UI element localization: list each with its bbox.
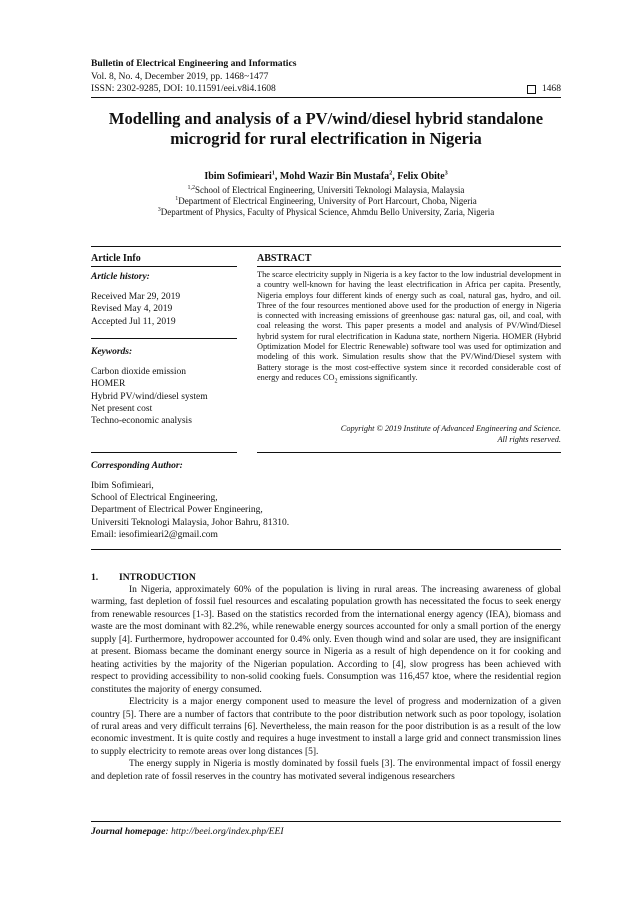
affiliation-sup: 1,2 — [187, 185, 196, 191]
abstract-heading: ABSTRACT — [257, 253, 312, 264]
section-heading-introduction — [91, 572, 196, 583]
info-left-rule — [91, 266, 237, 267]
keywords-heading: Keywords: — [91, 347, 133, 357]
author-name: Ibim Sofimieari — [204, 171, 272, 182]
abstract-subscript: 2 — [334, 378, 338, 385]
paragraph: The energy supply in Nigeria is mostly dominated by fossil fuels [3]. The environmental impact of fossil energy and depletion rate of fossil reserves in the country has motivated several indigenous researchers — [91, 759, 561, 782]
corr-line: School of Electrical Engineering, — [91, 493, 218, 504]
journal-name: Bulletin of Electrical Engineering and Informatics — [91, 58, 297, 69]
paper-title — [91, 109, 561, 149]
affiliation-sup: 3 — [157, 207, 161, 213]
info-top-rule — [91, 246, 561, 247]
history-heading: Article history: — [91, 272, 150, 282]
corr-left-rule — [91, 452, 237, 453]
keyword-item: Net present cost — [91, 403, 153, 414]
abstract-body: The scarce electricity supply in Nigeria is a key factor to the low industrial development in a country well-known for having the least electrification in Africa per capita. Presently, Nigeria employs four different kinds of energy such as coal, natural gas, hydro, and oil. Three of the four resources mentioned above used for the production of energy in Nigeria is connected with increasing emissions of greenhouse gas: natural gas, oil, and coal, with coal releasing the worst. This paper presents a model and analysis of PV/Wind/Diesel hybrid system for rural electrification in Kaduna state, northern Nigeria. HOMER (Hybrid Optimization Model for Electric Renewable) software tool was used for optimization and modeling of this work. Simulation results show that the PV/Wind/Diesel system with Battery storage is the most cost-effective system since it recorded considerable cost of energy and reduces CO — [257, 270, 561, 382]
corr-email[interactable]: Email: iesofimieari2@gmail.com — [91, 529, 218, 540]
title-line-1: Modelling and analysis of a PV/wind/diesel hybrid standalone — [108, 109, 544, 128]
history-list — [91, 291, 241, 328]
abstract-text — [257, 270, 561, 383]
abstract-bottom-rule — [257, 452, 561, 453]
author-list — [91, 170, 561, 183]
journal-header — [91, 58, 561, 96]
author-sep: , — [274, 171, 280, 182]
author-name: Mohd Wazir Bin Mustafa — [279, 171, 390, 182]
keywords-list — [91, 366, 251, 427]
author-sup: 3 — [444, 170, 448, 177]
copyright-line-2: All rights reserved. — [497, 434, 561, 444]
journal-homepage — [91, 826, 284, 837]
paragraph: In Nigeria, approximately 60% of the population is living in rural areas. The increasing awareness of global warming, fast depletion of fossil fuel resources and escalating population growth has necessitated the focus to seek energy from renewable resources [1-3]. Based on the statistics recorded from the international energy agency (IEA), biomass and waste are the most dominant with 82.2%, while renewable energy sources accounted for only a small portion of the energy supply [4]. Furthermore, hydropower accounted for 0.4% only. Even though wind and solar are used, they are insignificant at present. Biomass became the dominant energy source in Nigeria as a result of high dependence on it for cooking and heating activities by the majority of the Nigerian population. According to [4], slow progress has been achieved with respect to providing accessibility to non-solid cooking fuels. Consumption was 116,457 ktoe, where the residential region constitutes the majority of energy consumed. — [91, 585, 561, 695]
corr-line: Ibim Sofimieari, — [91, 481, 154, 491]
corresponding-heading: Corresponding Author: — [91, 461, 183, 471]
keyword-item: Carbon dioxide emission — [91, 367, 186, 377]
title-line-2: microgrid for rural electrification in Nigeria — [170, 129, 482, 148]
paragraph: Electricity is a major energy component used to measure the level of progress and modernization of a given country [5]. There are a number of factors that contribute to the poor distribution network such as poor topology, isolation of rural areas and very difficult terrains [6]. Nevertheless, the main reason for the poor distribution is as a result of the low economic investment. It is quite costly and requires a huge investment to install a large grid and connect transmission lines to supply electricity to remote areas over long distances [5]. — [91, 697, 561, 757]
footer-rule — [91, 821, 561, 822]
info-bottom-rule — [91, 549, 561, 550]
keyword-item: Techno-economic analysis — [91, 416, 192, 427]
abstract-rule — [257, 266, 561, 267]
introduction-body — [91, 584, 561, 783]
author-sep: , — [392, 171, 398, 182]
keyword-item: Hybrid PV/wind/diesel system — [91, 391, 208, 402]
author-sup: 2 — [389, 170, 393, 177]
corr-line: Department of Electrical Power Engineering, — [91, 505, 263, 516]
history-item: Revised May 4, 2019 — [91, 304, 173, 315]
affiliation-sup: 1 — [175, 196, 179, 202]
homepage-label: Journal homepage — [91, 826, 166, 837]
article-info-heading: Article Info — [91, 253, 141, 264]
affiliation-text: Department of Electrical Engineering, University of Port Harcourt, Choba, Nigeria — [178, 196, 477, 206]
history-item: Received Mar 29, 2019 — [91, 292, 181, 302]
copyright-line-1: Copyright © 2019 Institute of Advanced Engineering and Science. — [340, 424, 561, 433]
affiliation — [91, 196, 561, 207]
corr-line: Universiti Teknologi Malaysia, Johor Bahru, 81310. — [91, 517, 290, 528]
author-name: Felix Obite — [397, 171, 445, 182]
author-sup: 1 — [271, 170, 275, 177]
homepage-url[interactable]: : http://beei.org/index.php/EEI — [165, 826, 284, 837]
square-icon — [527, 85, 536, 94]
page-number: 1468 — [541, 83, 561, 94]
section-title: INTRODUCTION — [119, 572, 196, 583]
abstract-body-end: emissions significantly. — [337, 372, 418, 382]
affiliation-list — [91, 185, 561, 218]
affiliation-text: School of Electrical Engineering, Universiti Teknologi Malaysia, Malaysia — [195, 185, 465, 195]
keyword-item: HOMER — [91, 379, 126, 390]
corresponding-author — [91, 480, 561, 541]
issn-line: ISSN: 2302-9285, DOI: 10.11591/eei.v8i4.1608 — [91, 83, 276, 94]
header-rule — [91, 97, 561, 98]
affiliation — [91, 207, 561, 218]
copyright — [257, 424, 561, 445]
section-number: 1. — [91, 572, 99, 583]
keywords-rule — [91, 338, 237, 339]
issn-row — [91, 83, 561, 96]
affiliation — [91, 185, 561, 196]
history-item: Accepted Jul 11, 2019 — [91, 316, 176, 327]
affiliation-text: Department of Physics, Faculty of Physical Science, Ahmdu Bello University, Zaria, Nigeria — [160, 207, 495, 217]
volume-line: Vol. 8, No. 4, December 2019, pp. 1468~1477 — [91, 70, 269, 82]
